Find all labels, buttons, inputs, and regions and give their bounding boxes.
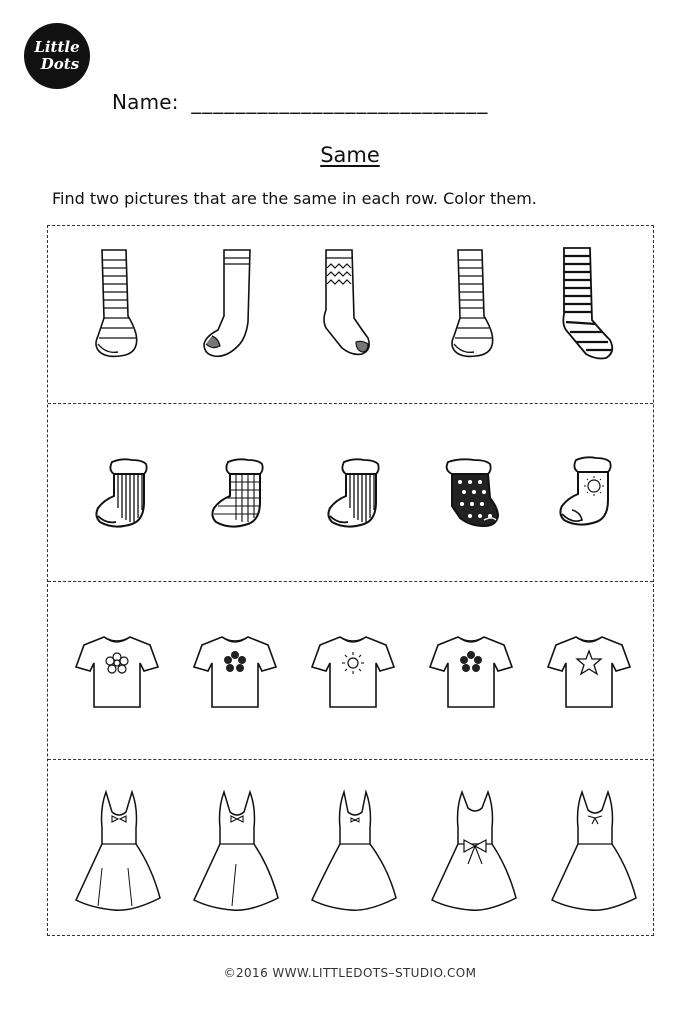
ribbon-dress-icon[interactable]	[548, 788, 638, 914]
sun-stocking-icon[interactable]	[558, 456, 616, 530]
plain-sock-icon[interactable]	[198, 246, 258, 366]
bow-neck-dress-icon[interactable]	[72, 788, 162, 914]
back-bow-dress-icon[interactable]	[428, 788, 518, 914]
striped-sock-icon[interactable]	[90, 246, 150, 366]
bold-striped-sock-icon[interactable]	[558, 244, 618, 368]
little-dots-logo	[24, 23, 90, 89]
name-row	[112, 90, 488, 114]
instructions: Find two pictures that are the same in each row. Color them.	[52, 189, 537, 208]
zigzag-sock-icon[interactable]	[316, 246, 376, 366]
row-stockings	[48, 403, 653, 582]
vertical-stripe-stocking-icon[interactable]	[92, 458, 150, 530]
logo-line-2: Dots	[40, 55, 80, 73]
sun-tshirt-icon[interactable]	[310, 633, 396, 711]
flower-filled-tshirt-icon[interactable]	[428, 633, 514, 711]
small-bow-dress-icon[interactable]	[308, 788, 398, 914]
row-dresses	[48, 759, 653, 938]
star-tshirt-icon[interactable]	[546, 633, 632, 711]
plaid-stocking-icon[interactable]	[208, 458, 266, 530]
worksheet-title	[0, 143, 700, 167]
dotted-stocking-icon[interactable]	[440, 458, 502, 530]
name-label: Name:	[112, 90, 179, 114]
name-line[interactable]: ___________________________	[191, 90, 489, 114]
row-tshirts	[48, 581, 653, 760]
footer-copyright: ©2016 WWW.LITTLEDOTS–STUDIO.COM	[223, 966, 477, 980]
vertical-stripe-stocking-icon[interactable]	[324, 458, 382, 530]
logo-line-1: Little	[34, 38, 80, 56]
flower-outline-tshirt-icon[interactable]	[74, 633, 160, 711]
title-text: Same	[320, 143, 380, 167]
worksheet-grid	[47, 225, 654, 936]
striped-sock-icon[interactable]	[446, 246, 506, 366]
row-socks	[48, 226, 653, 403]
flower-filled-tshirt-icon[interactable]	[192, 633, 278, 711]
bow-neck-dress-2-icon[interactable]	[190, 788, 280, 914]
